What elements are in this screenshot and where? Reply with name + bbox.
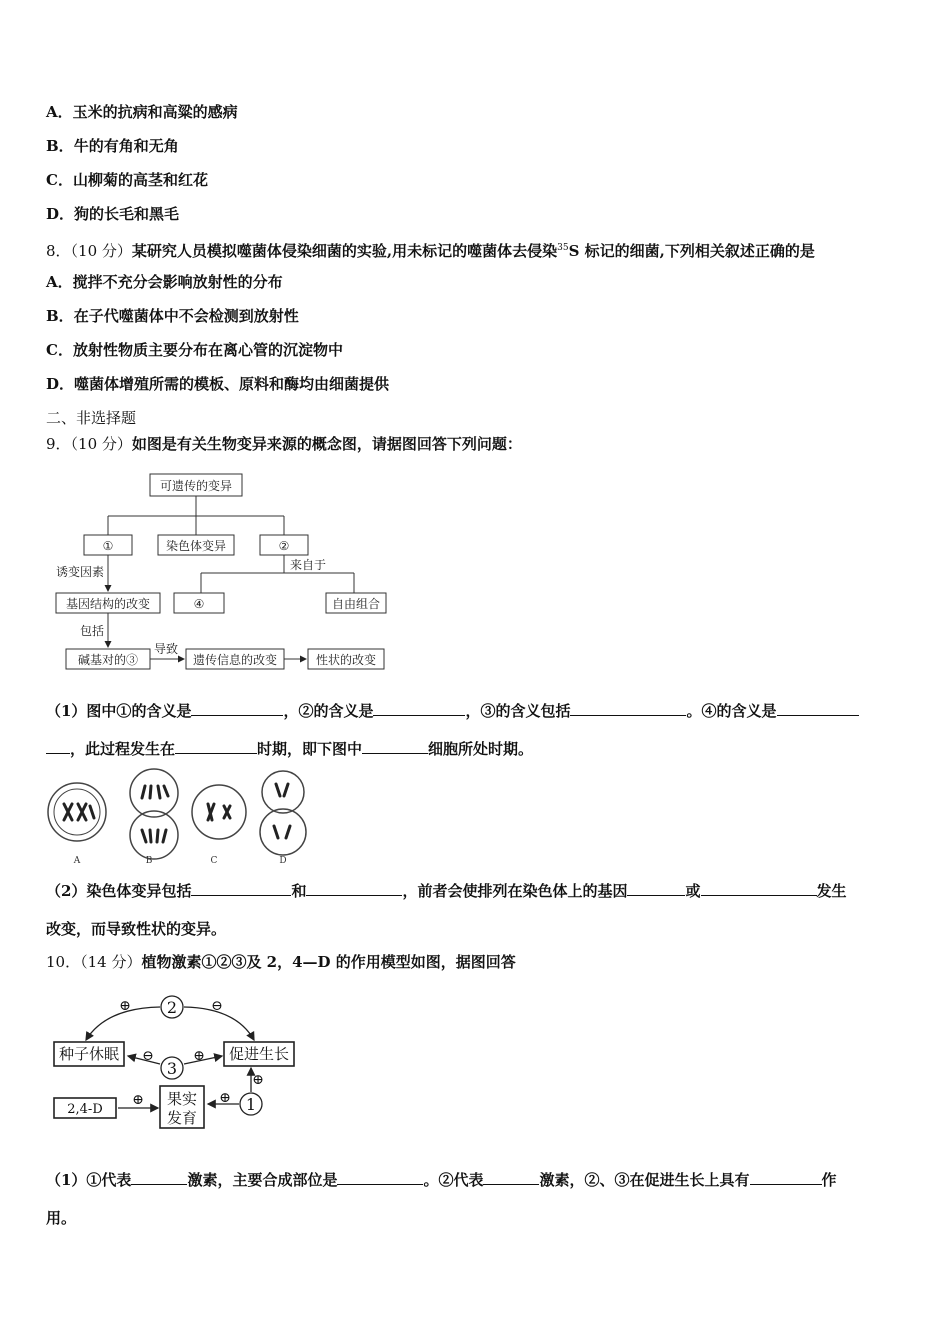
cell-c <box>192 785 246 839</box>
svg-text:C: C <box>210 856 218 866</box>
q9-stem: 9．（10 分）如图是有关生物变异来源的概念图，请据图回答下列问题： <box>46 435 522 453</box>
svg-text:染色体变异: 染色体变异 <box>165 539 227 553</box>
q10-part1-line1: （1）①代表 激素，主要合成部位是 。②代表 激素，②、③在促进生长上具有 作 <box>46 1171 837 1189</box>
q7-option-a: A．玉米的抗病和高粱的感病 <box>46 103 238 121</box>
svg-text:A: A <box>73 856 81 866</box>
svg-text:⊕: ⊕ <box>219 1090 231 1106</box>
q7-option-c: C．山柳菊的高茎和红花 <box>46 171 208 189</box>
cell-division-figures <box>42 768 312 868</box>
svg-text:2,4-D: 2,4-D <box>67 1102 103 1117</box>
q8-stem: 8．（10 分）某研究人员模拟噬菌体侵染细菌的实验,用未标记的噬菌体去侵染$^{35}$S 标记的细菌,下列相关叙述正确的是 <box>46 242 815 260</box>
svg-text:⊖: ⊖ <box>211 998 223 1014</box>
svg-text:自由组合: 自由组合 <box>331 597 381 611</box>
svg-text:D: D <box>279 856 287 866</box>
svg-text:④: ④ <box>193 597 205 611</box>
variation-concept-diagram <box>46 465 406 680</box>
svg-text:导致: 导致 <box>153 642 179 656</box>
svg-text:发育: 发育 <box>166 1109 198 1127</box>
svg-text:可遗传的变异: 可遗传的变异 <box>159 479 233 493</box>
q7-option-d: D．狗的长毛和黑毛 <box>46 205 180 223</box>
cell-d <box>262 771 304 813</box>
svg-text:包括: 包括 <box>79 624 105 638</box>
q8-option-a: A．搅拌不充分会影响放射性的分布 <box>46 273 283 291</box>
q9-part2-line1: （2）染色体变异包括 和 ，前者会使排列在染色体上的基因 或 发生 <box>46 882 847 900</box>
svg-text:B: B <box>145 856 153 866</box>
q8-option-c: C．放射性物质主要分布在离心管的沉淀物中 <box>46 341 343 359</box>
q9-part1-line1: （1）图中①的含义是 ，②的含义是 ，③的含义包括 。④的含义是 <box>46 701 859 721</box>
q10-stem: 10．（14 分）植物激素①②③及 2，4—D 的作用模型如图，据图回答 <box>46 953 516 971</box>
svg-text:⊕: ⊕ <box>252 1072 264 1088</box>
svg-text:⊕: ⊕ <box>132 1092 144 1108</box>
svg-text:促进生长: 促进生长 <box>228 1045 290 1063</box>
svg-text:②: ② <box>278 539 290 553</box>
svg-text:2: 2 <box>166 998 178 1017</box>
section-heading: 二、非选择题 <box>46 409 137 427</box>
svg-text:来自于: 来自于 <box>289 558 327 572</box>
q9-part1-line2: ，此过程发生在 时期，即下图中 细胞所处时期。 <box>46 739 533 759</box>
svg-text:1: 1 <box>245 1095 257 1114</box>
svg-text:碱基对的③: 碱基对的③ <box>77 653 139 667</box>
q8-option-b: B．在子代噬菌体中不会检测到放射性 <box>46 307 299 325</box>
svg-text:⊖: ⊖ <box>142 1048 154 1064</box>
svg-text:⊕: ⊕ <box>119 998 131 1014</box>
svg-text:遗传信息的改变: 遗传信息的改变 <box>192 653 278 667</box>
svg-text:3: 3 <box>166 1059 178 1078</box>
svg-text:基因结构的改变: 基因结构的改变 <box>65 597 151 611</box>
q10-part1-line2: 用。 <box>46 1209 77 1227</box>
svg-text:诱变因素: 诱变因素 <box>55 565 105 579</box>
svg-text:种子休眠: 种子休眠 <box>58 1045 120 1063</box>
svg-text:性状的改变: 性状的改变 <box>315 653 377 667</box>
q9-part2-line2: 改变，而导致性状的变异。 <box>46 920 227 938</box>
cell-b <box>130 769 178 817</box>
q8-option-d: D．噬菌体增殖所需的模板、原料和酶均由细菌提供 <box>46 375 390 393</box>
hormone-model-diagram <box>46 990 306 1135</box>
svg-text:⊕: ⊕ <box>193 1048 205 1064</box>
q7-option-b: B．牛的有角和无角 <box>46 137 179 155</box>
svg-text:果实: 果实 <box>166 1090 198 1108</box>
svg-text:①: ① <box>102 539 114 553</box>
cell-a <box>48 783 106 841</box>
